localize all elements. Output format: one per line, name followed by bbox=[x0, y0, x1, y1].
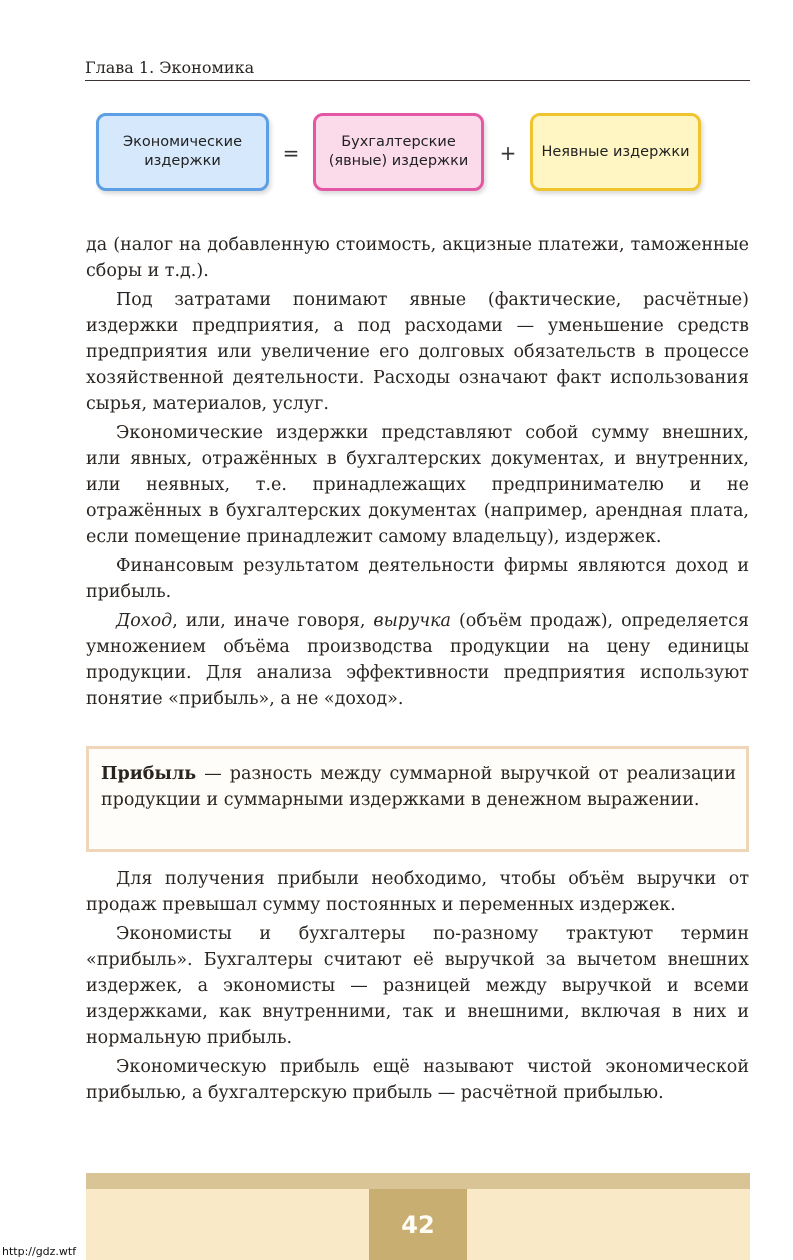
paragraph-profit-condition: Для получения прибыли необходимо, чтобы объём выручки от продаж превышал сумму постоянных и переменных издержек. bbox=[86, 869, 749, 915]
chapter-title: Глава 1. Экономика bbox=[85, 58, 255, 77]
plus-sign: + bbox=[499, 141, 517, 165]
accounting-costs-box: Бухгалтерские (явные) издержки bbox=[313, 113, 484, 191]
paragraph-continuation: да (налог на добавленную стоимость, акцизные платежи, таможенные сборы и т.д.). bbox=[86, 235, 749, 281]
paragraph-financial-result: Финансовым результатом деятельности фирмы являются доход и прибыль. bbox=[86, 556, 749, 602]
implicit-costs-box: Неявные издержки bbox=[530, 113, 701, 191]
footer-stripe bbox=[86, 1173, 750, 1189]
income-text-part1: , или, иначе говоря, bbox=[172, 611, 374, 631]
equals-sign: = bbox=[282, 141, 300, 165]
page-footer bbox=[86, 1173, 750, 1260]
definition-term: Прибыль bbox=[101, 764, 197, 784]
main-text-upper bbox=[86, 232, 749, 712]
page-number: 42 bbox=[369, 1189, 467, 1260]
paragraph-profit-interpretation: Экономисты и бухгалтеры по-разному трактуют термин «прибыль». Бухгалтеры считают её выручкой за вычетом внешних издержек, а экономисты — разницей между выручкой и всеми издержками, как внутренними, так и внешними, включая в них и нормальную прибыль. bbox=[86, 924, 749, 1048]
definition-box-profit bbox=[86, 746, 749, 852]
main-text-lower bbox=[86, 866, 749, 1106]
paragraph-economic-costs: Экономические издержки представляют собой сумму внешних, или явных, отражённых в бухгалтерских документах, и внутренних, или неявных, т.е. принадлежащих предпринимателю и не отражённых в бухгалтерских документах (например, арендная плата, если помещение принадлежит самому владельцу), издержек. bbox=[86, 423, 749, 547]
watermark-url: http://gdz.wtf bbox=[2, 1245, 77, 1258]
paragraph-economic-profit: Экономическую прибыль ещё называют чистой экономической прибылью, а бухгалтерскую прибыль — расчётной прибылью. bbox=[86, 1057, 749, 1103]
definition-text: — разность между суммарной выручкой от реализации продукции и суммарными издержками в денежном выражении. bbox=[101, 764, 736, 810]
term-income: Доход bbox=[116, 611, 173, 631]
economic-costs-box: Экономические издержки bbox=[96, 113, 269, 191]
paragraph-income bbox=[86, 608, 749, 712]
term-revenue: выручка bbox=[373, 611, 451, 631]
cost-formula-diagram bbox=[96, 113, 706, 197]
page-header bbox=[85, 58, 750, 81]
income-text-part2: (объём продаж), определяется умножением объёма производства продукции на цену единицы продукции. Для анализа эффективности предприятия используют понятие «прибыль», а не «доход». bbox=[86, 611, 750, 709]
paragraph-expenses: Под затратами понимают явные (фактические, расчётные) издержки предприятия, а под расходами — уменьшение средств предприятия или увеличение его долговых обязательств в процессе хозяйственной деятельности. Расходы означают факт использования сырья, материалов, услуг. bbox=[86, 290, 749, 414]
